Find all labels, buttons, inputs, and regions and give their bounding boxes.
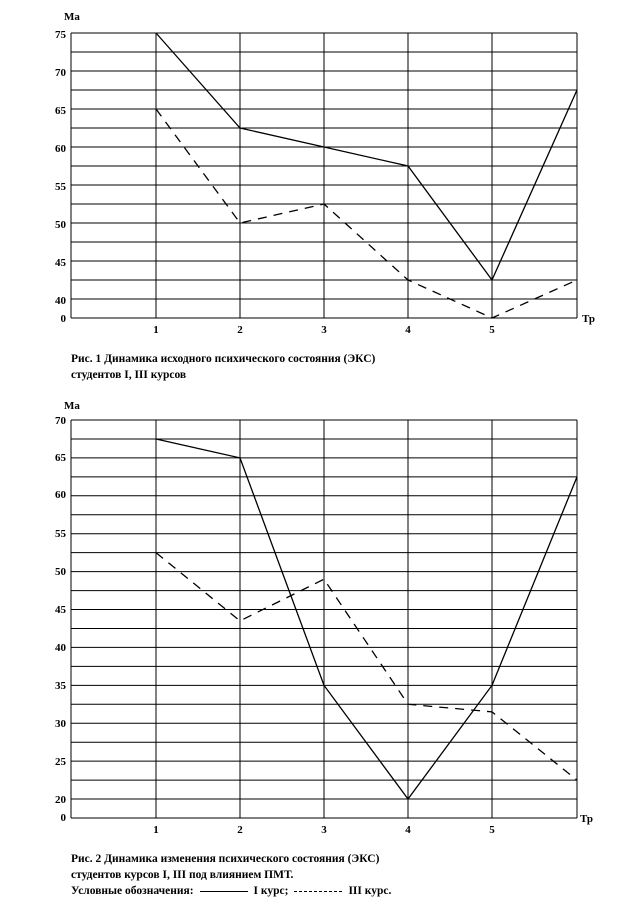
chart-2-caption [71, 851, 391, 899]
chart-1-x-tick-label: 3 [321, 324, 327, 336]
chart-1-series-iii-kurs-line [156, 109, 577, 318]
chart-2-y-axis-label: Ма [64, 400, 80, 412]
chart-2-x-tick-label: 5 [489, 824, 495, 836]
chart-1-series-i-kurs-line [156, 33, 577, 280]
legend-dashed-label: III курс. [348, 885, 392, 897]
legend [71, 885, 391, 897]
chart-2-y-tick-label: 65 [55, 452, 66, 464]
chart-2-y-tick-label: 25 [55, 756, 66, 768]
chart-1-caption-line-1: Рис. 1 Динамика исходного психического состояния (ЭКС) [71, 353, 376, 365]
chart-1-x-axis-label: Тр [582, 313, 596, 325]
chart-2-series-i-kurs-line [156, 439, 577, 799]
chart-2-series [156, 439, 577, 799]
chart-2-y-tick-label: 70 [55, 415, 66, 427]
chart-2-x-tick-label: 1 [153, 824, 159, 836]
chart-1 [55, 11, 595, 336]
chart-1-y-tick-label: 60 [55, 143, 66, 155]
chart-1-x-tick-label: 2 [237, 324, 243, 336]
legend-solid-label: I курс; [253, 885, 289, 897]
chart-1-x-tick-label: 1 [153, 324, 159, 336]
legend-prefix: Условные обозначения: [71, 885, 194, 897]
chart-1-x-ticks [153, 324, 495, 336]
chart-1-y-tick-label: 40 [55, 295, 66, 307]
chart-1-y-tick-label: 75 [55, 29, 66, 41]
chart-1-y-axis-label: Ма [64, 11, 80, 23]
chart-2-y-tick-label: 50 [55, 566, 66, 578]
chart-1-y-tick-label: 55 [55, 181, 66, 193]
chart-1-y-tick-label: 65 [55, 105, 66, 117]
chart-1-grid [71, 33, 577, 318]
legend-dashed-line-swatch [294, 891, 342, 892]
chart-2-y-tick-label: 55 [55, 528, 66, 540]
chart-2-caption-line-1: Рис. 2 Динамика изменения психического состояния (ЭКС) [71, 853, 380, 865]
chart-2-y-tick-label: 0 [60, 812, 66, 824]
chart-2-x-tick-label: 3 [321, 824, 327, 836]
chart-2-y-tick-label: 40 [55, 642, 66, 654]
chart-2-y-tick-label: 30 [55, 718, 66, 730]
chart-2-grid [71, 420, 577, 818]
chart-1-y-tick-label: 45 [55, 257, 66, 269]
chart-2-y-tick-label: 35 [55, 680, 66, 692]
chart-1-x-tick-label: 5 [489, 324, 495, 336]
chart-2-x-tick-label: 4 [405, 824, 411, 836]
chart-2-y-ticks [55, 415, 67, 824]
chart-1-caption-line-2: студентов I, III курсов [71, 369, 187, 381]
chart-1-y-tick-label: 0 [60, 313, 66, 325]
chart-1-series [156, 33, 577, 318]
chart-2-x-axis-label: Тр [580, 813, 594, 825]
chart-2-caption-line-2: студентов курсов I, III под влиянием ПМТ. [71, 869, 294, 881]
chart-2-y-tick-label: 20 [55, 794, 66, 806]
chart-1-y-tick-label: 50 [55, 219, 66, 231]
legend-solid-line-swatch [200, 891, 248, 892]
chart-2-x-tick-label: 2 [237, 824, 243, 836]
chart-2 [55, 400, 593, 836]
chart-1-x-tick-label: 4 [405, 324, 411, 336]
chart-2-y-tick-label: 45 [55, 604, 66, 616]
chart-1-y-tick-label: 70 [55, 67, 66, 79]
chart-2-y-tick-label: 60 [55, 489, 66, 501]
chart-1-caption [71, 351, 375, 383]
chart-2-x-ticks [153, 824, 495, 836]
chart-1-y-ticks [55, 29, 67, 325]
